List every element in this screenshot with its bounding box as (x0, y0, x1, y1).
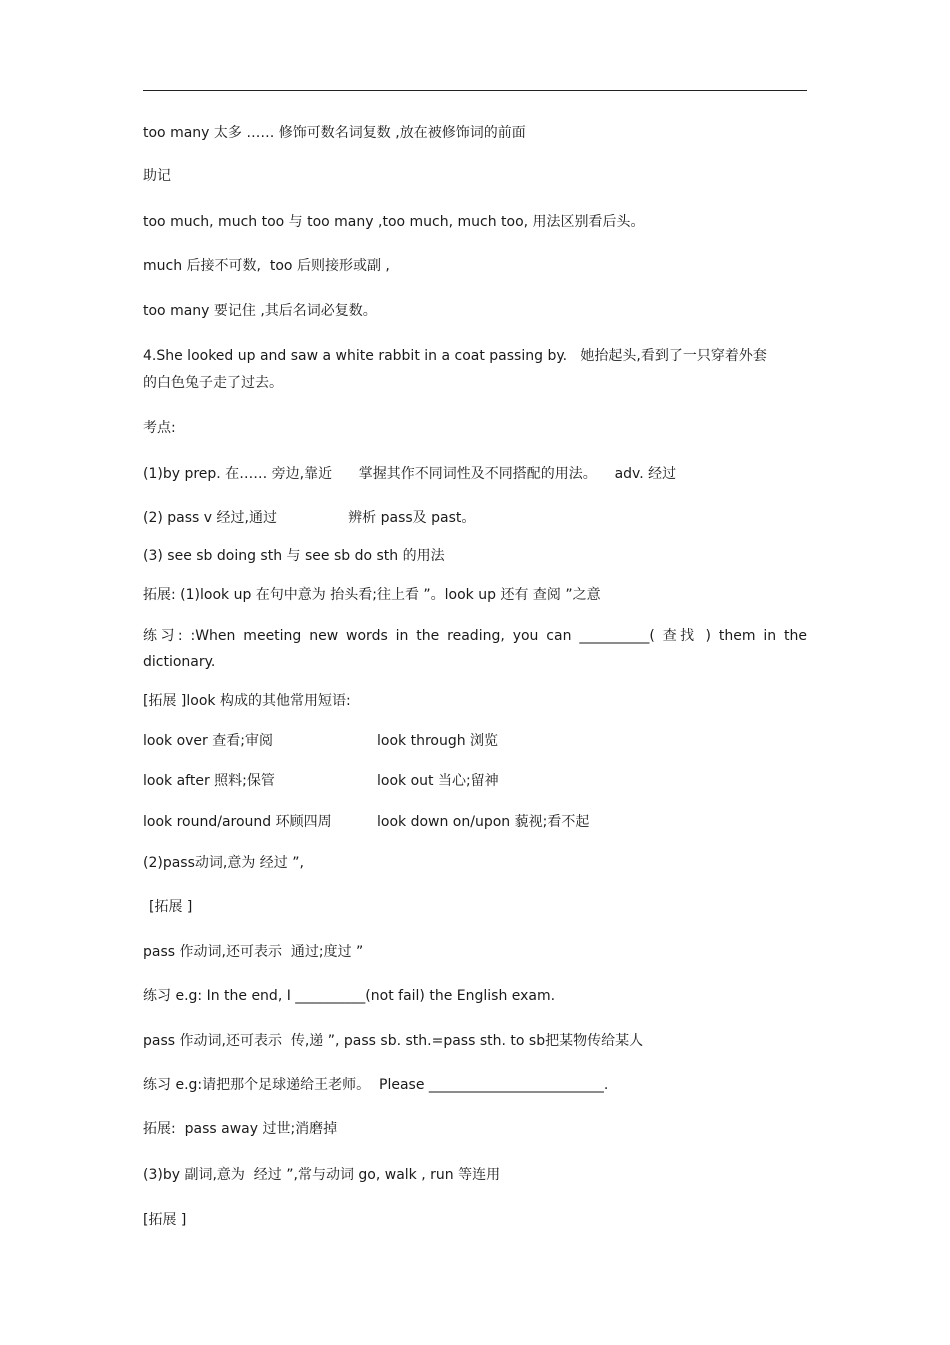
line-extension-label-2: [拓展 ] (143, 1212, 187, 1228)
phrase-look-through: look through 浏览 (377, 733, 499, 749)
line-extension-look-up: 拓展: (1)look up 在句中意为 抬头看;往上看 ”。look up 还有 查阅 ”之意 (143, 587, 601, 603)
line-exercise-3: 练习 e.g:请把那个足球递给王老师。 Please _________________________. (143, 1077, 609, 1093)
phrase-look-over: look over 查看;审阅 (143, 733, 273, 749)
line-mnemonic-1: too much, much too 与 too many ,too much, much too, 用法区别看后头。 (143, 214, 645, 230)
line-pass-away: 拓展: pass away 过世;消磨掉 (143, 1121, 338, 1137)
line-point-by: (1)by prep. 在…… 旁边,靠近 掌握其作不同词性及不同搭配的用法。 adv. 经过 (143, 466, 677, 482)
line-pass-verb: (2)pass动词,意为 经过 ”, (143, 855, 304, 871)
phrase-look-round: look round/around 环顾四周 (143, 814, 332, 830)
line-sentence-4: 4.She looked up and saw a white rabbit in a coat passing by. 她抬起头,看到了一只穿着外套 (143, 348, 767, 364)
line-exercise-2: 练习 e.g: In the end, I __________(not fail) the English exam. (143, 988, 556, 1004)
line-point-see: (3) see sb doing sth 与 see sb do sth 的用法 (143, 548, 445, 564)
phrase-look-out: look out 当心;留神 (377, 773, 499, 789)
line-point-pass: (2) pass v 经过,通过 辨析 pass及 past。 (143, 510, 476, 526)
line-test-points: 考点: (143, 420, 176, 436)
line-extension-label: [拓展 ] (149, 899, 193, 915)
line-pass-through: pass 作动词,还可表示 通过;度过 ” (143, 944, 364, 960)
line-too-many: too many 太多 …… 修饰可数名词复数 ,放在被修饰词的前面 (143, 125, 526, 141)
phrase-look-after: look after 照料;保管 (143, 773, 275, 789)
line-mnemonic-title: 助记 (143, 168, 171, 184)
line-mnemonic-2: much 后接不可数, too 后则接形或副 , (143, 258, 390, 274)
line-by-adverb: (3)by 副词,意为 经过 ”,常与动词 go, walk , run 等连用 (143, 1167, 501, 1183)
header-rule (143, 90, 807, 91)
line-sentence-4-cont: 的白色兔子走了过去。 (143, 375, 283, 391)
line-pass-hand: pass 作动词,还可表示 传,递 ”, pass sb. sth.=pass sth. to sb把某物传给某人 (143, 1033, 644, 1049)
line-exercise-1: 练习: :When meeting new words in the reading, you can __________( 查找 ) them in the dictionary. (143, 628, 807, 670)
line-extension-look-phrases: [拓展 ]look 构成的其他常用短语: (143, 693, 351, 709)
phrase-look-down-on: look down on/upon 藐视;看不起 (377, 814, 590, 830)
line-mnemonic-3: too many 要记住 ,其后名词必复数。 (143, 303, 377, 319)
